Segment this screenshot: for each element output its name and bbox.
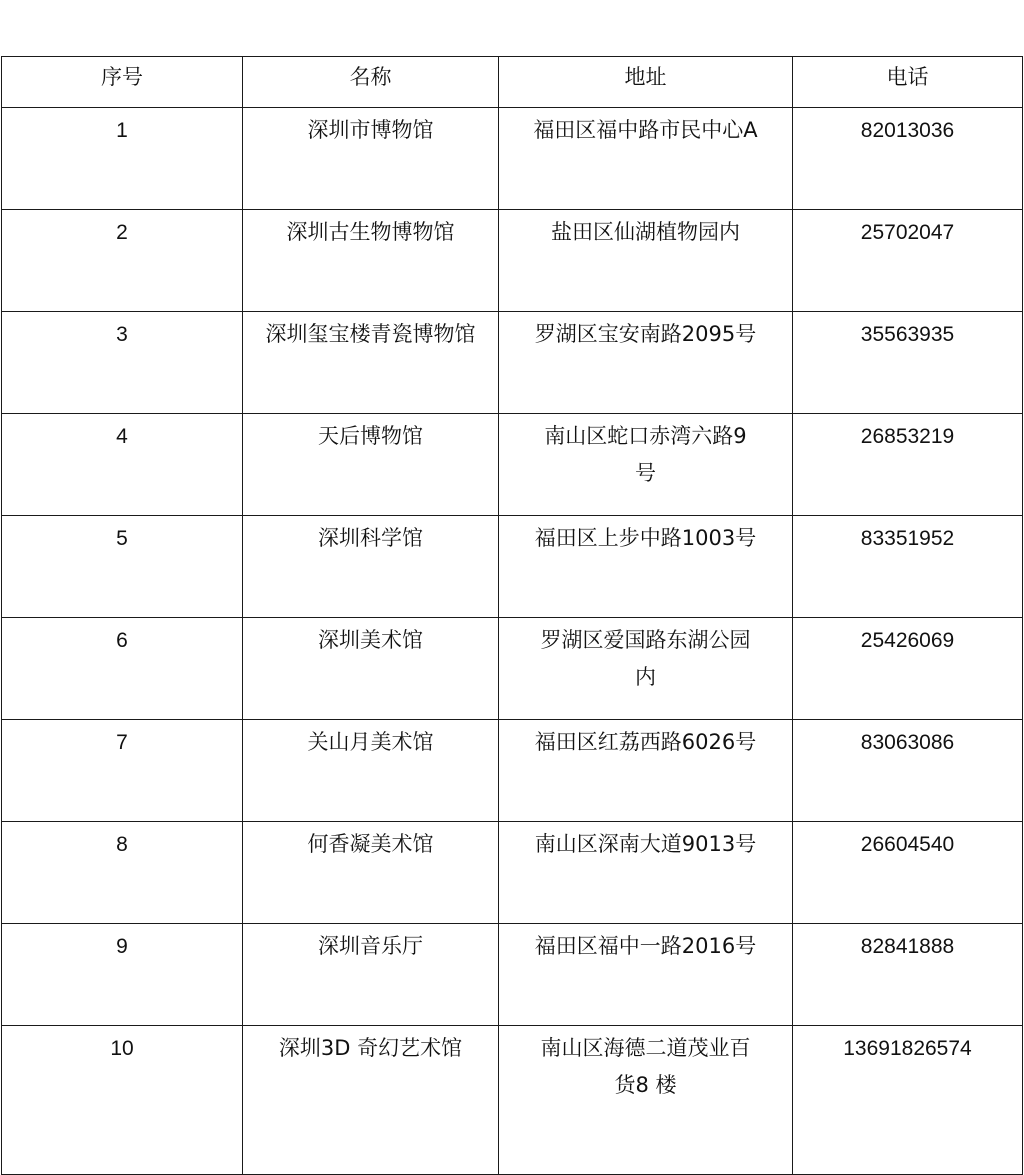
museum-address: 福田区上步中路1003号 (534, 526, 757, 550)
table-row (2, 924, 1023, 1026)
museum-name: 深圳3D 奇幻艺术馆 (278, 1036, 463, 1060)
cell-name (243, 516, 499, 618)
table-row (2, 312, 1023, 414)
header-name: 名称 (243, 57, 499, 108)
table-row (2, 516, 1023, 618)
cell-no: 8 (2, 822, 243, 924)
cell-phone: 25426069 (793, 618, 1023, 720)
cell-address (499, 1026, 793, 1175)
museum-name: 深圳市博物馆 (307, 118, 434, 142)
header-row (2, 57, 1023, 108)
cell-no: 7 (2, 720, 243, 822)
table-row (2, 720, 1023, 822)
header-phone: 电话 (793, 57, 1023, 108)
cell-no: 4 (2, 414, 243, 516)
cell-name (243, 414, 499, 516)
cell-phone: 82841888 (793, 924, 1023, 1026)
museum-name: 深圳古生物博物馆 (286, 220, 455, 244)
cell-name (243, 210, 499, 312)
header-address: 地址 (499, 57, 793, 108)
cell-address (499, 210, 793, 312)
museum-name: 深圳科学馆 (318, 526, 423, 550)
table-row (2, 618, 1023, 720)
cell-address (499, 924, 793, 1026)
museum-address: 盐田区仙湖植物园内 (551, 220, 740, 244)
cell-phone: 83063086 (793, 720, 1023, 822)
cell-name (243, 618, 499, 720)
cell-no: 9 (2, 924, 243, 1026)
museum-address: 福田区福中路市民中心A (533, 118, 758, 142)
cell-address (499, 618, 793, 720)
museum-address: 罗湖区宝安南路2095号 (534, 322, 757, 346)
cell-address (499, 822, 793, 924)
cell-no: 10 (2, 1026, 243, 1175)
cell-name (243, 108, 499, 210)
cell-phone: 35563935 (793, 312, 1023, 414)
museum-name: 深圳音乐厅 (318, 934, 423, 958)
cell-phone: 26604540 (793, 822, 1023, 924)
cell-name (243, 822, 499, 924)
table-row (2, 414, 1023, 516)
museum-address: 南山区深南大道9013号 (534, 832, 757, 856)
table-row (2, 108, 1023, 210)
cell-phone: 26853219 (793, 414, 1023, 516)
table-row (2, 822, 1023, 924)
table-row (2, 210, 1023, 312)
museum-name: 关山月美术馆 (307, 730, 434, 754)
cell-address (499, 108, 793, 210)
cell-address (499, 720, 793, 822)
cell-name (243, 924, 499, 1026)
museum-address: 福田区红荔西路6026号 (534, 730, 757, 754)
museum-address: 福田区福中一路2016号 (534, 934, 757, 958)
header-no: 序号 (2, 57, 243, 108)
museum-address: 南山区蛇口赤湾六路9 号 (544, 424, 747, 485)
museum-address: 南山区海德二道茂业百货8 楼 (540, 1036, 751, 1097)
museum-name: 天后博物馆 (318, 424, 423, 448)
cell-name (243, 720, 499, 822)
cell-name (243, 1026, 499, 1175)
table-row (2, 1026, 1023, 1175)
cell-no: 2 (2, 210, 243, 312)
cell-phone: 83351952 (793, 516, 1023, 618)
cell-phone: 13691826574 (793, 1026, 1023, 1175)
museum-name: 何香凝美术馆 (307, 832, 434, 856)
cell-no: 1 (2, 108, 243, 210)
cell-no: 6 (2, 618, 243, 720)
cell-address (499, 312, 793, 414)
museum-name: 深圳美术馆 (318, 628, 423, 652)
cell-phone: 25702047 (793, 210, 1023, 312)
cell-no: 5 (2, 516, 243, 618)
museum-address: 罗湖区爱国路东湖公园内 (540, 628, 751, 689)
cell-address (499, 414, 793, 516)
cell-address (499, 516, 793, 618)
cell-phone: 82013036 (793, 108, 1023, 210)
table-body (2, 108, 1023, 1175)
cell-no: 3 (2, 312, 243, 414)
table-header (2, 57, 1023, 108)
cell-name (243, 312, 499, 414)
museum-directory-table (1, 56, 1023, 1175)
museum-name: 深圳玺宝楼青瓷博物馆 (265, 322, 476, 346)
